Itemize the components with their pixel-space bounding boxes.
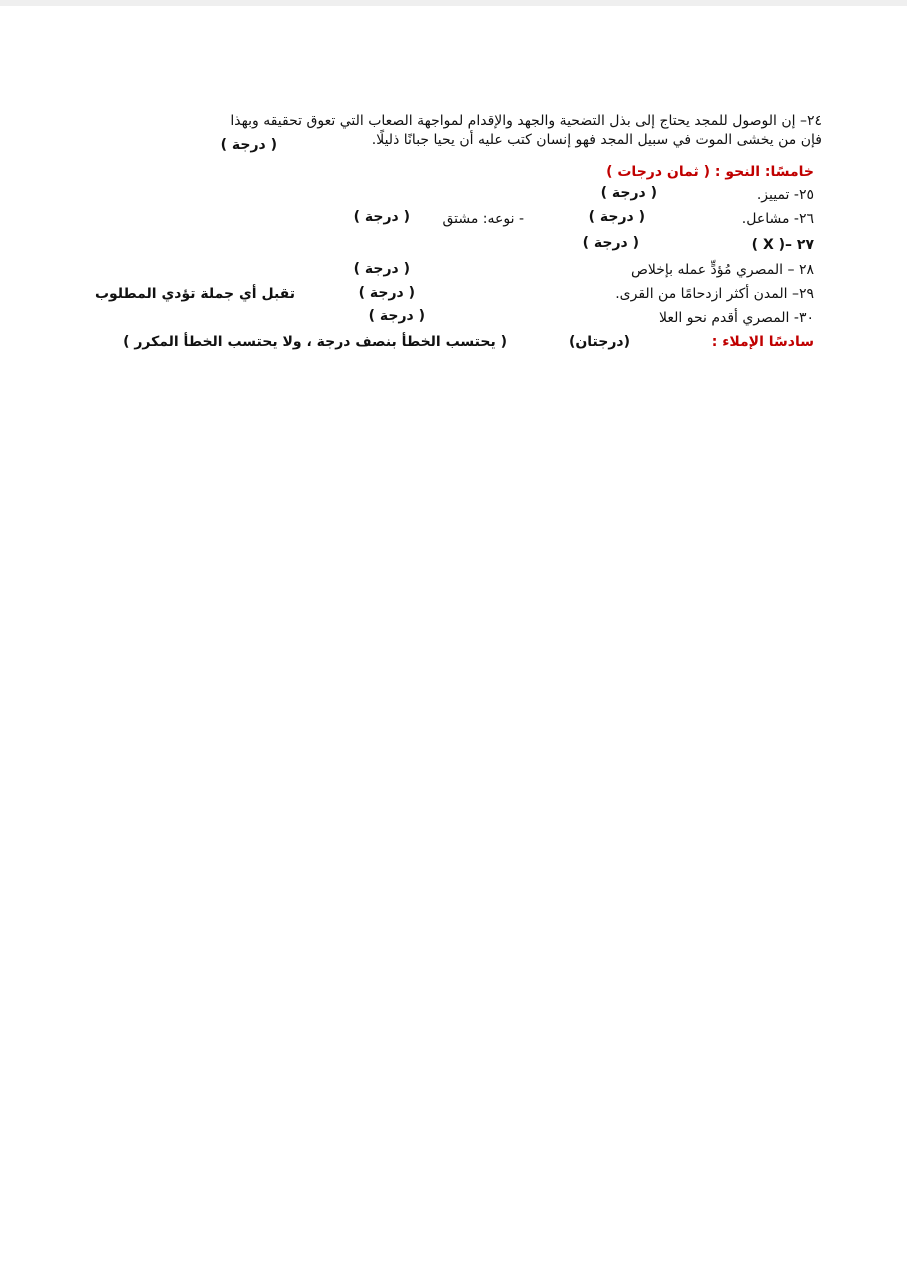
grammar-mark-25: ( درجة ) — [600, 185, 657, 201]
q24-line2: فإن من يخشى الموت في سبيل المجد فهو إنسان كتب عليه أن يحيا جبانًا ذليلًا. — [371, 132, 822, 148]
grammar-answer-28: ٢٨ – المصري مُؤدٍّ عمله بإخلاص — [630, 262, 814, 278]
grammar-mark-27: ( درجة ) — [582, 235, 639, 251]
grammar-mark-29: ( درجة ) — [358, 285, 415, 301]
grammar-mark-28: ( درجة ) — [353, 261, 410, 277]
dictation-marks: (درجتان) — [568, 334, 630, 350]
grammar-answer-26: ٢٦- مشاعل. — [741, 211, 814, 227]
grammar-mark-26: ( درجة ) — [588, 209, 645, 225]
grammar-note-29: تقبل أي جملة تؤدي المطلوب — [94, 286, 295, 302]
grammar-answer-30: ٣٠- المصري أقدم نحو العلا — [659, 310, 814, 326]
grammar-answer-25: ٢٥- تمييز. — [756, 187, 814, 203]
grammar-answer-27: ٢٧ –( X ) — [751, 237, 814, 253]
grammar-answer-29: ٢٩– المدن أكثر ازدحامًا من القرى. — [615, 286, 814, 302]
dictation-note: ( يحتسب الخطأ بنصف درجة ، ولا يحتسب الخطأ المكرر ) — [123, 334, 507, 350]
dictation-heading: سادسًا الإملاء : — [711, 334, 814, 350]
q24-mark: ( درجة ) — [220, 137, 277, 153]
grammar-mark2-26: ( درجة ) — [353, 209, 410, 225]
q24-line1: ٢٤– إن الوصول للمجد يحتاج إلى بذل التضحية والجهد والإقدام لمواجهة الصعاب التي تعوق تحقيقه وبهذا — [230, 113, 822, 129]
grammar-mark-30: ( درجة ) — [368, 308, 425, 324]
grammar-heading: خامسًا: النحو : ( ثمان درجات ) — [606, 164, 814, 180]
grammar-type-note-26: - نوعه: مشتق — [442, 211, 524, 227]
